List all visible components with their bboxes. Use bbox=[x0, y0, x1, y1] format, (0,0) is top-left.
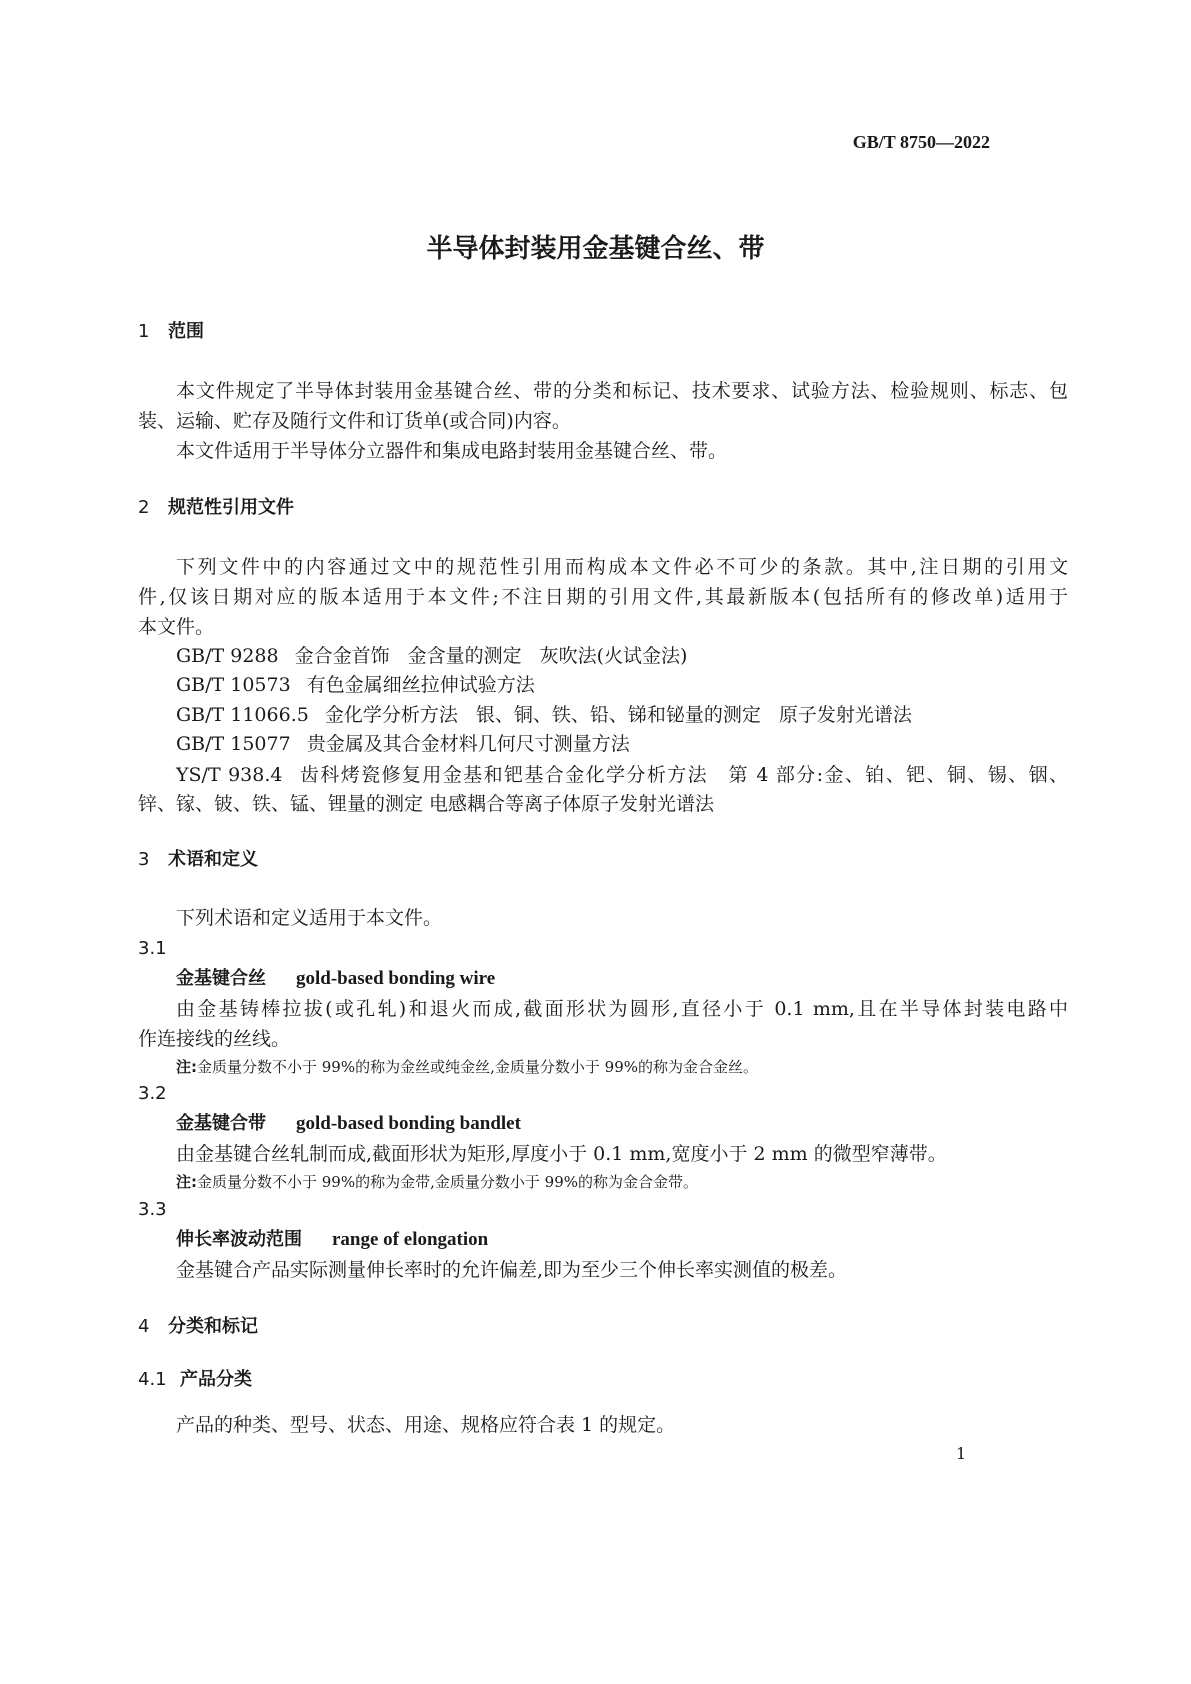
note-label: 注: bbox=[176, 1058, 197, 1076]
paragraph: 下列术语和定义适用于本文件。 bbox=[176, 907, 443, 929]
note-text: 金质量分数不小于 99%的称为金带,金质量分数小于 99%的称为金合金带。 bbox=[197, 1173, 698, 1191]
term-number: 3.3 bbox=[138, 1199, 167, 1220]
definition-line: 金基键合产品实际测量伸长率时的允许偏差,即为至少三个伸长率实测值的极差。 bbox=[176, 1259, 848, 1281]
definition-line: 由金基键合丝轧制而成,截面形状为矩形,厚度小于 0.1 mm,宽度小于 2 mm 的微型窄薄带。 bbox=[176, 1143, 947, 1165]
reference-title: 金化学分析方法 bbox=[324, 704, 458, 726]
section-number: 2 bbox=[138, 497, 150, 518]
section-number: 3 bbox=[138, 849, 150, 870]
reference-title: 原子发射光谱法 bbox=[778, 704, 912, 726]
section-title: 分类和标记 bbox=[168, 1316, 258, 1337]
term-en: gold-based bonding bandlet bbox=[296, 1113, 521, 1134]
section-3-heading bbox=[138, 848, 1068, 872]
definition-line: 由金基铸棒拉拔(或孔轧)和退火而成,截面形状为圆形,直径小于 0.1 mm,且在半导体封装电路中 bbox=[176, 998, 1068, 1020]
note-text: 金质量分数不小于 99%的称为金丝或纯金丝,金质量分数小于 99%的称为金合金丝。 bbox=[197, 1058, 758, 1076]
reference-code: GB/T 9288 bbox=[176, 645, 279, 667]
reference-code: GB/T 15077 bbox=[176, 733, 291, 755]
section-1-heading bbox=[138, 320, 1068, 344]
reference-item bbox=[176, 763, 1068, 787]
reference-continuation: 锌、镓、铍、铁、锰、锂量的测定 电感耦合等离子体原子发射光谱法 bbox=[138, 793, 715, 815]
section-title: 范围 bbox=[168, 321, 204, 342]
reference-title: 金含量的测定 bbox=[407, 645, 522, 667]
section-4-heading bbox=[138, 1315, 1068, 1339]
section-title: 术语和定义 bbox=[168, 849, 258, 870]
paragraph-line: 本文件规定了半导体封装用金基键合丝、带的分类和标记、技术要求、试验方法、检验规则、标志、包 bbox=[176, 380, 1068, 402]
reference-title: 金合金首饰 bbox=[294, 645, 390, 667]
doc-number: GB/T 8750—2022 bbox=[852, 132, 990, 152]
section-title: 产品分类 bbox=[180, 1369, 252, 1390]
section-number: 4.1 bbox=[138, 1369, 167, 1390]
section-number: 1 bbox=[138, 321, 150, 342]
paragraph-line: 装、运输、贮存及随行文件和订货单(或合同)内容。 bbox=[138, 410, 571, 432]
term-zh: 金基键合丝 bbox=[176, 968, 266, 989]
reference-title: 银、铜、铁、铅、锑和铋量的测定 bbox=[475, 704, 761, 726]
reference-item bbox=[176, 703, 1068, 727]
term-zh: 伸长率波动范围 bbox=[176, 1229, 302, 1250]
page-number: 1 bbox=[956, 1444, 967, 1463]
subsection-4-1-heading bbox=[138, 1368, 1068, 1392]
reference-item bbox=[176, 644, 1068, 668]
reference-title: 贵金属及其合金材料几何尺寸测量方法 bbox=[306, 733, 630, 755]
section-title: 规范性引用文件 bbox=[168, 497, 294, 518]
reference-title: 灰吹法(火试金法) bbox=[539, 645, 688, 667]
section-number: 4 bbox=[138, 1316, 150, 1337]
definition-line: 作连接线的丝线。 bbox=[138, 1028, 291, 1050]
term-number: 3.1 bbox=[138, 938, 167, 959]
reference-code: GB/T 10573 bbox=[176, 674, 291, 696]
note bbox=[176, 1055, 1106, 1079]
reference-code: GB/T 11066.5 bbox=[176, 704, 309, 726]
paragraph-line: 本文件。 bbox=[138, 616, 215, 638]
paragraph: 本文件适用于半导体分立器件和集成电路封装用金基键合丝、带。 bbox=[176, 440, 728, 462]
term-number: 3.2 bbox=[138, 1083, 167, 1104]
term-heading bbox=[176, 967, 1068, 991]
paragraph-line: 件,仅该日期对应的版本适用于本文件;不注日期的引用文件,其最新版本(包括所有的修改单)适用于 bbox=[138, 586, 1068, 608]
paragraph-line: 下列文件中的内容通过文中的规范性引用而构成本文件必不可少的条款。其中,注日期的引用文 bbox=[176, 556, 1068, 578]
reference-title: 齿科烤瓷修复用金基和钯基合金化学分析方法 第 4 部分:金、铂、钯、铜、锡、铟、 bbox=[298, 764, 1068, 786]
note-label: 注: bbox=[176, 1173, 197, 1191]
reference-item bbox=[176, 673, 1068, 697]
term-en: gold-based bonding wire bbox=[296, 968, 496, 989]
term-heading bbox=[176, 1112, 1068, 1136]
reference-title: 有色金属细丝拉伸试验方法 bbox=[306, 674, 535, 696]
reference-item bbox=[176, 732, 1068, 756]
term-zh: 金基键合带 bbox=[176, 1113, 266, 1134]
note bbox=[176, 1170, 1106, 1194]
section-2-heading bbox=[138, 496, 1068, 520]
doc-title: 半导体封装用金基键合丝、带 bbox=[426, 234, 765, 264]
reference-code: YS/T 938.4 bbox=[176, 764, 283, 786]
paragraph: 产品的种类、型号、状态、用途、规格应符合表 1 的规定。 bbox=[176, 1414, 676, 1436]
term-en: range of elongation bbox=[332, 1229, 489, 1250]
term-heading bbox=[176, 1228, 1068, 1252]
